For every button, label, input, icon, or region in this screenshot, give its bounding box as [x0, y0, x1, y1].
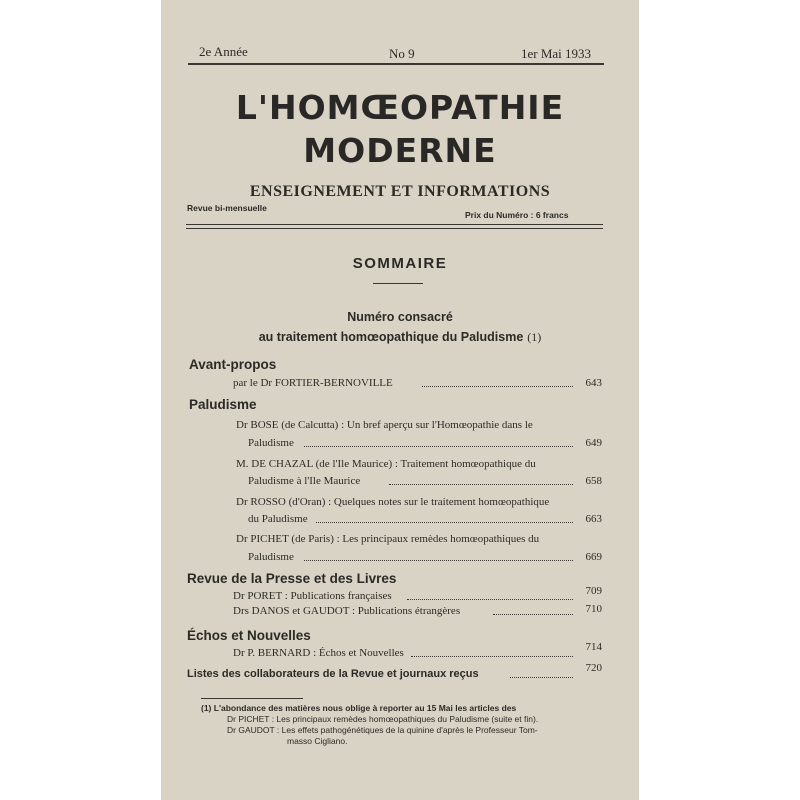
toc-entry-poret: Dr PORET : Publications françaises	[233, 590, 392, 602]
page-number: 643	[585, 377, 602, 389]
leader-dots	[407, 599, 573, 600]
leader-dots	[316, 522, 573, 523]
footnote-ref: (1)	[527, 330, 542, 344]
header-rule	[188, 63, 604, 65]
journal-subtitle: ENSEIGNEMENT ET INFORMATIONS	[249, 183, 551, 200]
leader-dots	[510, 677, 573, 678]
toc-entry-danos: Drs DANOS et GAUDOT : Publications étrangères	[233, 605, 461, 617]
page-number: 658	[585, 475, 602, 487]
footnote-line3: Dr GAUDOT : Les effets pathogénétiques de la quinine d'après le Professeur Tom-	[227, 725, 538, 735]
leader-dots	[422, 386, 573, 387]
page-number: 709	[585, 585, 602, 597]
masthead-rule-top	[186, 224, 603, 225]
footnote-line1: (1) L'abondance des matières nous oblige à reporter au 15 Mai les articles des	[201, 703, 517, 713]
toc-entry-rosso-line2: du Paludisme	[248, 513, 308, 525]
toc-entry-pichet-line2: Paludisme	[248, 551, 294, 563]
toc-entry-listes: Listes des collaborateurs de la Revue et journaux reçus	[187, 668, 479, 680]
section-title-paludisme: Paludisme	[189, 397, 257, 412]
toc-entry-bose-line2: Paludisme	[248, 437, 294, 449]
journal-title-line2: MODERNE	[303, 131, 497, 170]
page-number: 720	[585, 662, 602, 674]
journal-price: Prix du Numéro : 6 francs	[465, 210, 569, 220]
footnote-line2: Dr PICHET : Les principaux remèdes homœopathiques du Paludisme (suite et fin).	[227, 714, 539, 724]
page-number: 669	[585, 551, 602, 563]
journal-frequency: Revue bi-mensuelle	[187, 203, 267, 213]
leader-dots	[493, 614, 573, 615]
toc-entry-pichet-line1: Dr PICHET (de Paris) : Les principaux remèdes homœopathiques du	[236, 533, 540, 545]
journal-page	[161, 0, 639, 800]
footnote-line4: masso Cigliano.	[287, 736, 348, 746]
toc-entry-chazal-line1: M. DE CHAZAL (de l'Ile Maurice) : Traitement homœopathique du	[236, 458, 536, 470]
page-number: 663	[585, 513, 602, 525]
masthead-rule-bottom	[186, 228, 603, 229]
leader-dots	[304, 560, 573, 561]
section-title-revue: Revue de la Presse et des Livres	[187, 571, 397, 586]
issue-year: 2e Année	[199, 44, 248, 59]
leader-dots	[411, 656, 573, 657]
toc-entry-rosso-line1: Dr ROSSO (d'Oran) : Quelques notes sur le traitement homœopathique	[236, 496, 550, 508]
leader-dots	[304, 446, 573, 447]
section-title-avant-propos: Avant-propos	[189, 357, 277, 372]
sommaire-intro-line2	[161, 328, 639, 346]
issue-date: 1er Mai 1933	[521, 46, 592, 61]
journal-title-line1: L'HOMŒOPATHIE	[235, 88, 565, 127]
sommaire-intro-line1: Numéro consacré	[347, 310, 453, 324]
toc-entry-fortier: par le Dr FORTIER-BERNOVILLE	[233, 377, 393, 389]
footnote-rule	[201, 698, 303, 699]
sommaire-intro-text: au traitement homœopathique du Paludisme	[258, 330, 524, 344]
page-number: 710	[585, 603, 602, 615]
issue-number: No 9	[389, 46, 415, 61]
sommaire-heading: SOMMAIRE	[352, 255, 448, 272]
leader-dots	[389, 484, 573, 485]
toc-entry-bernard: Dr P. BERNARD : Échos et Nouvelles	[233, 647, 404, 659]
toc-entry-bose-line1: Dr BOSE (de Calcutta) : Un bref aperçu sur l'Homœopathie dans le	[236, 419, 533, 431]
page-number: 714	[585, 641, 602, 653]
section-title-echos: Échos et Nouvelles	[187, 628, 311, 643]
toc-entry-chazal-line2: Paludisme à l'Ile Maurice	[248, 475, 361, 487]
sommaire-rule	[373, 283, 423, 284]
page-number: 649	[585, 437, 602, 449]
